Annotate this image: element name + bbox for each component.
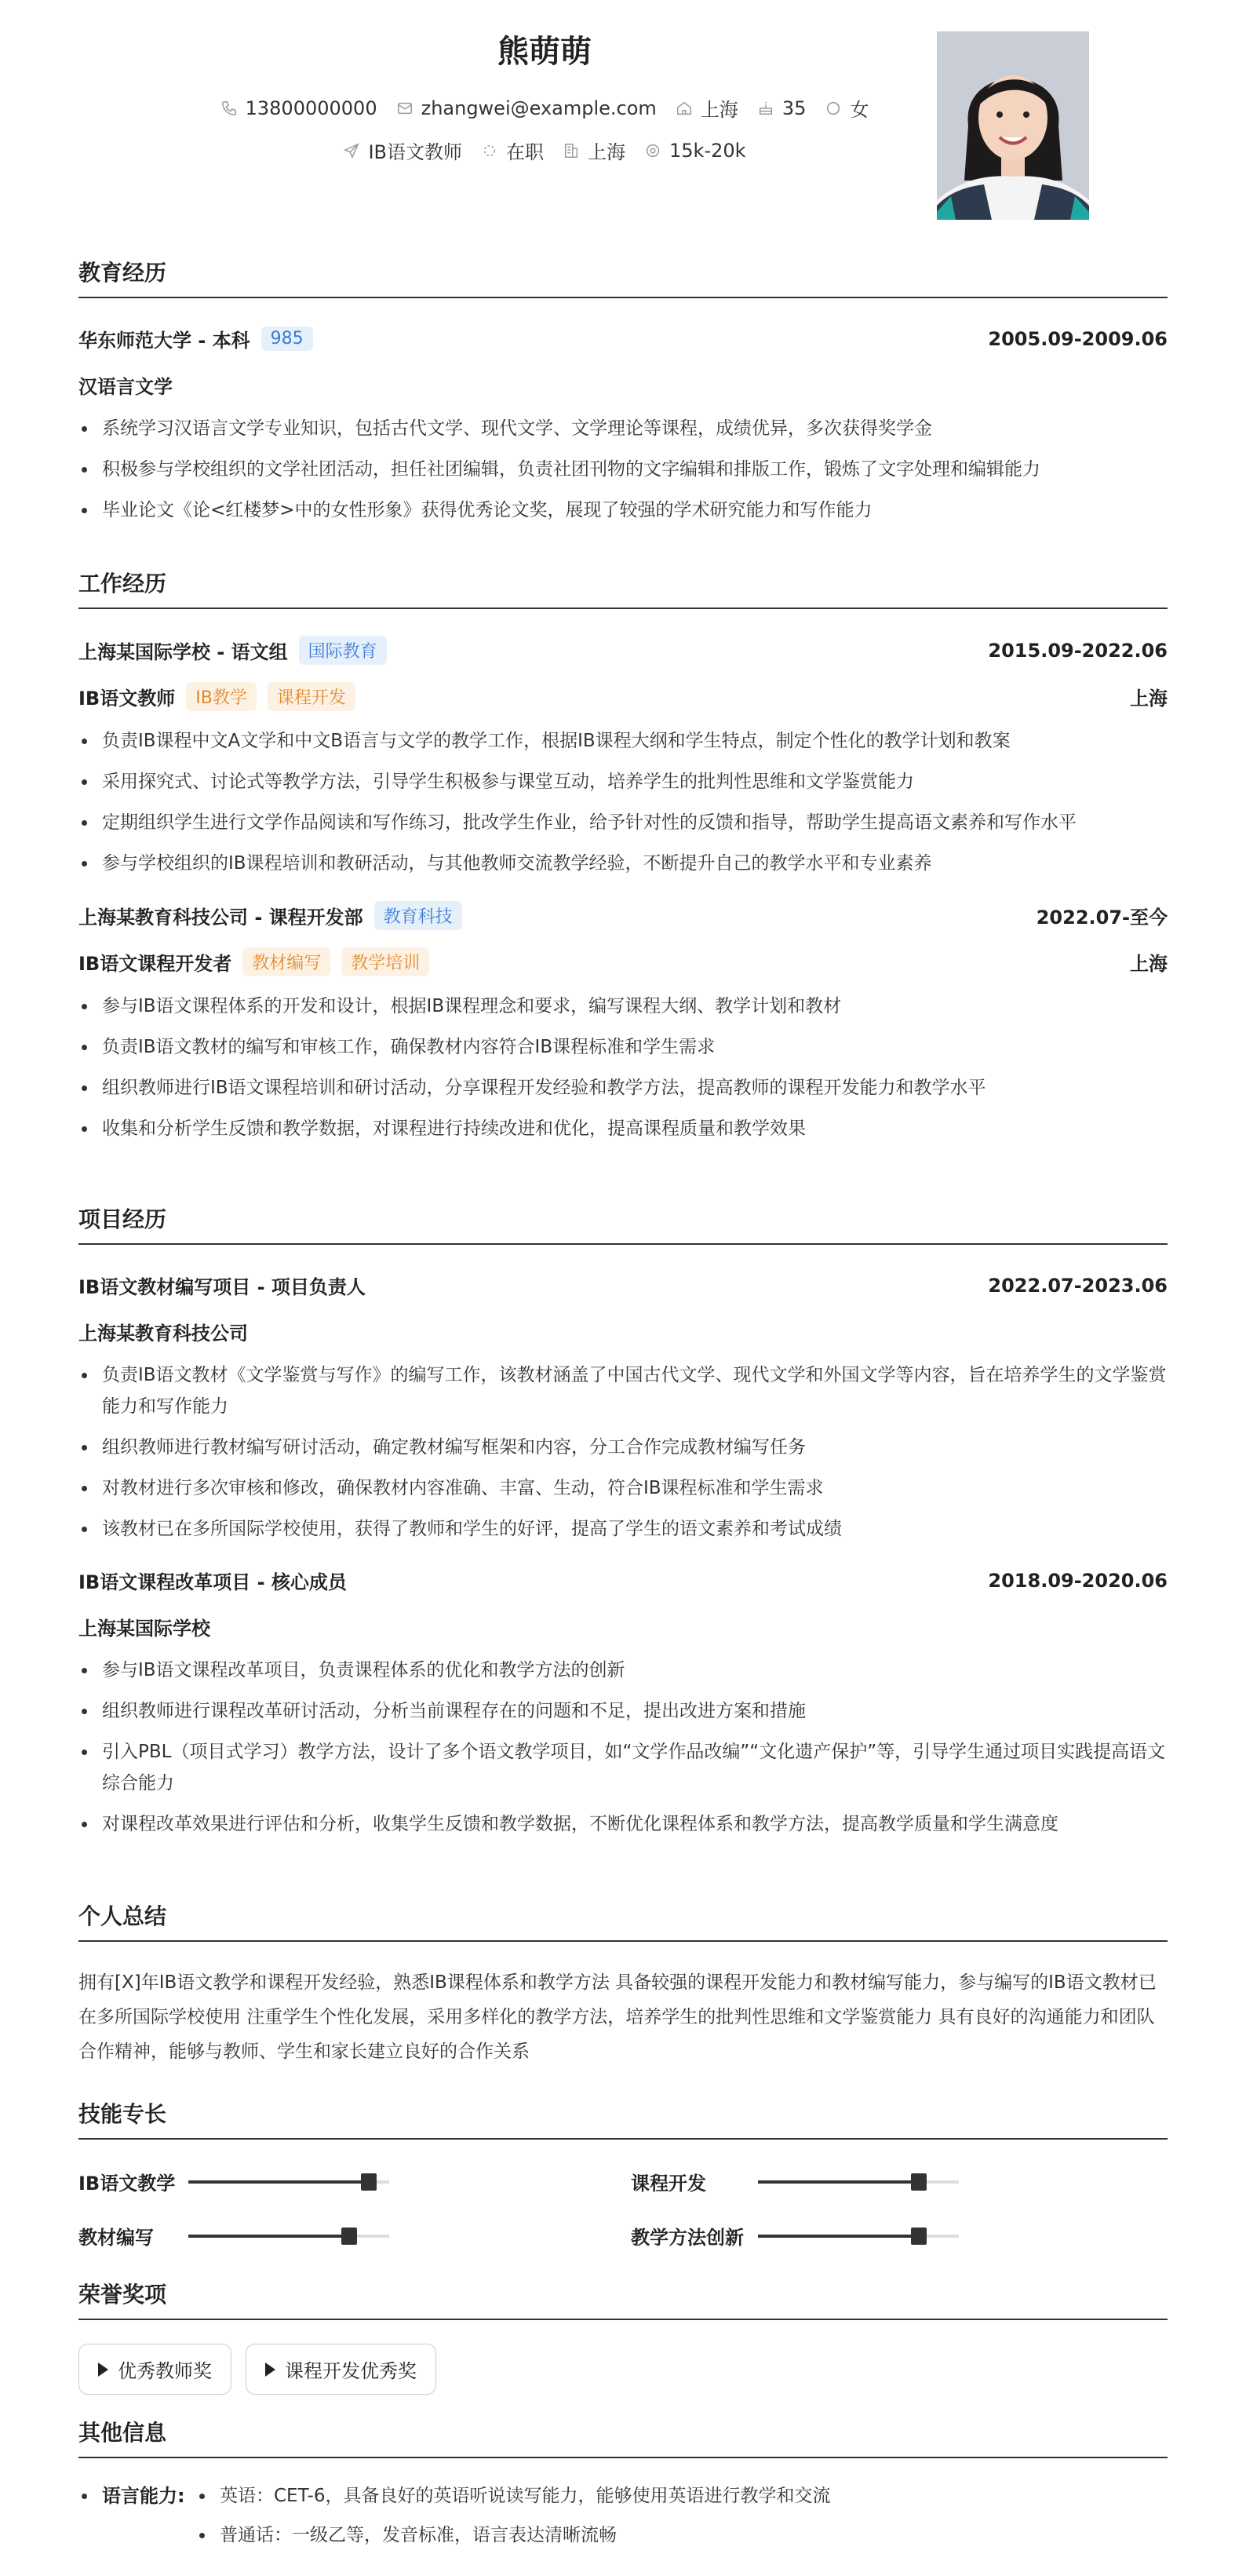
- email-text: zhangwei@example.com: [421, 97, 657, 119]
- projects-section: [78, 1202, 1168, 1849]
- list-item: 组织教师进行课程改革研讨活动，分析当前课程存在的问题和不足，提出改进方案和措施: [78, 1695, 1168, 1727]
- award-chip: [246, 2344, 436, 2395]
- education-section: [78, 256, 1168, 535]
- award-chip: [78, 2344, 231, 2395]
- job-company-title: [78, 636, 387, 665]
- school-tag: 985: [261, 327, 313, 351]
- skill-bar: [188, 2180, 389, 2184]
- language-label: 语言能力:: [78, 2480, 196, 2560]
- skill-item: [78, 2222, 623, 2249]
- mail-icon: [396, 100, 414, 117]
- candidate-name: 熊萌萌: [497, 34, 592, 70]
- skills-grid: [78, 2168, 1168, 2249]
- job-date: 2015.09-2022.06: [988, 639, 1168, 662]
- avatar-illustration: [937, 31, 1089, 220]
- school-name: 华东师范大学 - 本科: [78, 330, 250, 352]
- education-header-row: [78, 325, 1168, 352]
- project-name: IB语文课程改革项目 - 核心成员: [78, 1571, 347, 1593]
- list-item: 积极参与学校组织的文学社团活动，担任社团编辑，负责社团刊物的文字编辑和排版工作，锻炼了文字处理和编辑能力: [78, 454, 1168, 485]
- list-item: 组织教师进行IB语文课程培训和研讨活动，分享课程开发经验和教学方法，提高教师的课程开发能力和教学水平: [78, 1072, 1168, 1104]
- project-org: 上海某国际学校: [78, 1618, 210, 1640]
- project-bullets: [78, 1655, 1168, 1840]
- status-icon: [481, 142, 498, 159]
- list-item: 参与IB语文课程改革项目，负责课程体系的优化和教学方法的创新: [78, 1655, 1168, 1686]
- email-info: [396, 94, 657, 122]
- awards-list: [78, 2344, 1168, 2395]
- skill-bar-fill: [758, 2235, 919, 2238]
- education-entry-title: [78, 325, 313, 352]
- age-text: 35: [781, 97, 807, 119]
- job-city: 上海: [1130, 953, 1168, 975]
- job-role-tag: 课程开发: [268, 682, 355, 711]
- job-city: 上海: [1130, 688, 1168, 710]
- building-icon: [563, 142, 580, 159]
- work-section: [78, 567, 1168, 1154]
- summary-title: 个人总结: [78, 1899, 1168, 1942]
- projects-title: 项目经历: [78, 1202, 1168, 1245]
- language-list: [196, 2480, 1168, 2560]
- list-item: 采用探究式、讨论式等教学方法，引导学生积极参与课堂互动，培养学生的批判性思维和文学鉴赏能力: [78, 766, 1168, 797]
- job-company-tag: 国际教育: [299, 636, 387, 665]
- list-item: 该教材已在多所国际学校使用，获得了教师和学生的好评，提高了学生的语文素养和考试成绩: [78, 1513, 1168, 1545]
- job-company-title: [78, 901, 462, 930]
- phone-icon: [220, 100, 238, 117]
- status-text: 在职: [506, 141, 544, 163]
- job-entry: [78, 901, 1168, 1144]
- awards-title: 荣誉奖项: [78, 2278, 1168, 2320]
- job-role-title: [78, 947, 429, 976]
- coin-icon: [644, 142, 661, 159]
- list-item: 组织教师进行教材编写研讨活动，确定教材编写框架和内容，分工合作完成教材编写任务: [78, 1432, 1168, 1463]
- status-info: [481, 137, 544, 164]
- phone-text: 13800000000: [245, 97, 377, 119]
- cake-icon: [757, 100, 774, 117]
- skill-bar-fill: [188, 2235, 349, 2238]
- list-item: 引入PBL（项目式学习）教学方法，设计了多个语文教学项目，如“文学作品改编”“文化遗产保护”等，引导学生通过项目实践提高语文综合能力: [78, 1736, 1168, 1799]
- contact-row-primary: [78, 94, 1011, 122]
- skills-section: [78, 2097, 1168, 2249]
- skill-item: [78, 2168, 623, 2195]
- project-header-row: [78, 1272, 1168, 1299]
- other-language-row: [78, 2480, 1168, 2560]
- job-role-tag: 教学培训: [341, 947, 429, 976]
- job-role-row: [78, 682, 1168, 711]
- job-company: 上海某国际学校 - 语文组: [78, 641, 288, 663]
- list-item: 定期组织学生进行文学作品阅读和写作练习，批改学生作业，给予针对性的反馈和指导，帮助学生提高语文素养和写作水平: [78, 807, 1168, 838]
- skill-bar-fill: [188, 2180, 369, 2184]
- job-bullets: [78, 725, 1168, 879]
- location-info: [676, 94, 738, 122]
- list-item: 对课程改革效果进行评估和分析，收集学生反馈和教学数据，不断优化课程体系和教学方法，提高教学质量和学生满意度: [78, 1808, 1168, 1840]
- award-label: 课程开发优秀奖: [285, 2360, 417, 2382]
- skill-item: [623, 2168, 1168, 2195]
- job-date: 2022.07-至今: [1036, 907, 1168, 929]
- skill-bar: [188, 2235, 389, 2238]
- project-entry: [78, 1272, 1168, 1545]
- gender-text: 女: [850, 99, 869, 121]
- job-entry: [78, 636, 1168, 879]
- skill-bar-knob: [341, 2228, 357, 2245]
- list-item: 负责IB课程中文A文学和中文B语言与文学的教学工作，根据IB课程大纲和学生特点，制定个性化的教学计划和教案: [78, 725, 1168, 757]
- job-header-row: [78, 636, 1168, 665]
- send-icon: [343, 142, 360, 159]
- list-item: 参与IB语文课程体系的开发和设计，根据IB课程理念和要求，编写课程大纲、教学计划和教材: [78, 991, 1168, 1022]
- job-bullets: [78, 991, 1168, 1144]
- job-role-tag: IB教学: [186, 682, 257, 711]
- work-title: 工作经历: [78, 567, 1168, 609]
- location-text: 上海: [700, 99, 738, 121]
- list-item: 参与学校组织的IB课程培训和教研活动，与其他教师交流教学经验，不断提升自己的教学水平和专业素养: [78, 848, 1168, 879]
- job-company-tag: 教育科技: [374, 901, 462, 930]
- skill-name: 教学方法创新: [631, 2227, 744, 2249]
- contact-row-secondary: [78, 137, 1011, 164]
- project-entry: [78, 1567, 1168, 1840]
- project-date: 2018.09-2020.06: [988, 1569, 1168, 1592]
- age-info: [757, 94, 807, 122]
- education-bullets: [78, 413, 1168, 526]
- summary-section: [78, 1899, 1168, 2069]
- skill-bar-knob: [911, 2173, 927, 2191]
- city-info: [563, 137, 625, 164]
- skill-bar: [758, 2180, 959, 2184]
- list-item: 英语：CET-6，具备良好的英语听说读写能力，能够使用英语进行教学和交流: [196, 2480, 1168, 2512]
- position-text: IB语文教师: [368, 141, 462, 163]
- skill-bar: [758, 2235, 959, 2238]
- summary-text: 拥有[X]年IB语文教学和课程开发经验，熟悉IB课程体系和教学方法 具备较强的课程开发能力和教材编写能力，参与编写的IB语文教材已在多所国际学校使用 注重学生个性化发展，采用多样化的教学方法，培养学生的批判性思维和文学鉴赏能力 具有良好的沟通能力和团队合作精神，能够与教师、学生和家长建立良好的合作关系: [78, 1972, 1157, 2062]
- job-role-tag: 教材编写: [242, 947, 330, 976]
- list-item: 系统学习汉语言文学专业知识，包括古代文学、现代文学、文学理论等课程，成绩优异，多次获得奖学金: [78, 413, 1168, 444]
- skill-name: IB语文教学: [78, 2173, 176, 2195]
- resume-header: [78, 0, 1168, 235]
- list-item: 毕业论文《论<红楼梦>中的女性形象》获得优秀论文奖，展现了较强的学术研究能力和写作能力: [78, 494, 1168, 526]
- skill-bar-fill: [758, 2180, 919, 2184]
- avatar-photo: [937, 31, 1089, 220]
- job-role: IB语文课程开发者: [78, 953, 232, 975]
- project-date: 2022.07-2023.06: [988, 1274, 1168, 1297]
- list-item: 收集和分析学生反馈和教学数据，对课程进行持续改进和优化，提高课程质量和教学效果: [78, 1113, 1168, 1144]
- gender-info: [825, 94, 869, 122]
- job-company: 上海某教育科技公司 - 课程开发部: [78, 907, 363, 929]
- list-item: 对教材进行多次审核和修改，确保教材内容准确、丰富、生动，符合IB课程标准和学生需求: [78, 1472, 1168, 1504]
- phone-info: [220, 94, 377, 122]
- project-org: 上海某教育科技公司: [78, 1323, 248, 1345]
- education-date: 2005.09-2009.06: [988, 327, 1168, 350]
- award-label: 优秀教师奖: [118, 2360, 212, 2382]
- home-icon: [676, 100, 693, 117]
- city-text: 上海: [588, 141, 625, 163]
- list-item: 普通话：一级乙等，发音标准，语言表达清晰流畅: [196, 2519, 1168, 2551]
- skill-name: 教材编写: [78, 2227, 154, 2249]
- play-icon: [265, 2363, 275, 2377]
- position-info: [343, 137, 462, 164]
- skill-bar-knob: [911, 2228, 927, 2245]
- salary-info: [644, 137, 746, 164]
- other-section: [78, 2416, 1168, 2560]
- list-item: 负责IB语文教材的编写和审核工作，确保教材内容符合IB课程标准和学生需求: [78, 1031, 1168, 1063]
- awards-section: [78, 2278, 1168, 2395]
- skill-bar-knob: [361, 2173, 377, 2191]
- list-item: 负责IB语文教材《文学鉴赏与写作》的编写工作，该教材涵盖了中国古代文学、现代文学和外国文学等内容，旨在培养学生的文学鉴赏能力和写作能力: [78, 1359, 1168, 1422]
- job-role-title: [78, 682, 355, 711]
- education-major: 汉语言文学: [78, 376, 173, 398]
- gender-icon: [825, 100, 842, 117]
- skills-title: 技能专长: [78, 2097, 1168, 2140]
- skill-name: 课程开发: [631, 2173, 706, 2195]
- job-role: IB语文教师: [78, 688, 176, 710]
- salary-text: 15k-20k: [669, 139, 746, 162]
- other-title: 其他信息: [78, 2416, 1168, 2458]
- skill-item: [623, 2222, 1168, 2249]
- job-role-row: [78, 947, 1168, 976]
- play-icon: [98, 2363, 108, 2377]
- project-header-row: [78, 1567, 1168, 1594]
- project-name: IB语文教材编写项目 - 项目负责人: [78, 1276, 366, 1298]
- education-title: 教育经历: [78, 256, 1168, 298]
- project-bullets: [78, 1359, 1168, 1545]
- job-header-row: [78, 901, 1168, 930]
